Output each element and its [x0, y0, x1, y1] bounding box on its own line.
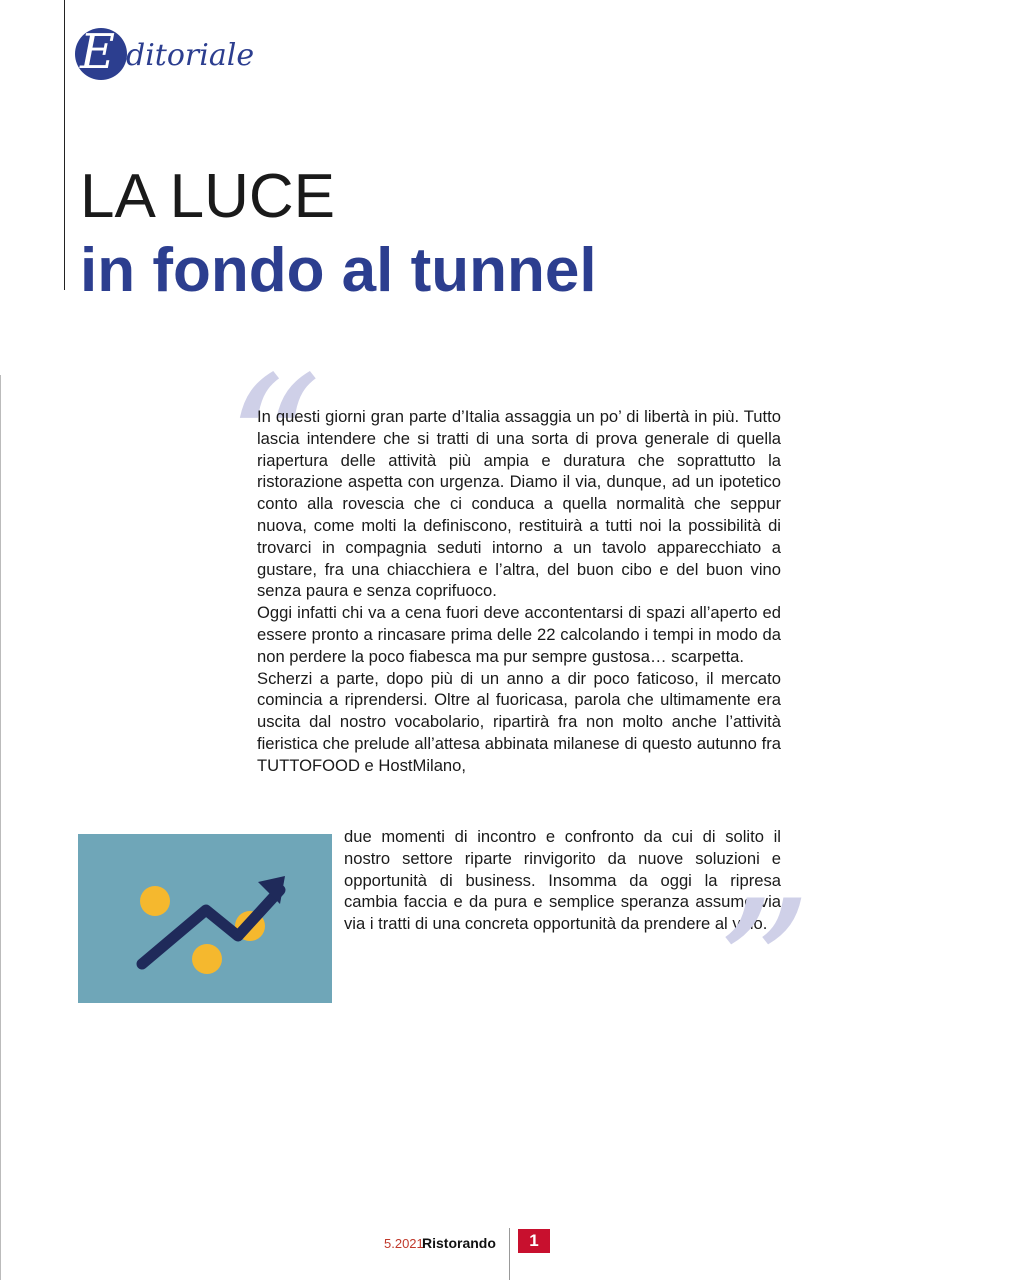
footer-divider: [509, 1228, 510, 1280]
opening-quote-mark: “: [225, 336, 323, 557]
article-paragraph-3-start: Scherzi a parte, dopo più di un anno a dir poco faticoso, il mercato comincia a riprendersi. Oltre al fuoricasa, parola che ultimamente era uscita dal nostro vocabolario, ripartirà fra non molto anche l’attività fieristica che prelude all’attesa abbinata milanese di questo autunno fra TUTTOFOOD e HostMilano,: [257, 668, 781, 775]
article-paragraph-3-end: due momenti di incontro e confronto da cui di solito il nostro settore riparte rinvigorito da nuove soluzioni e opportunità di business. Insomma da oggi la ripresa cambia faccia e da pura e semplice speranza assume via via i tratti di una concreta opportunità da prendere al volo.: [344, 827, 781, 934]
coin-3: [192, 944, 222, 974]
closing-quote-mark: ”: [715, 860, 813, 1081]
article-paragraph-2: Oggi infatti chi va a cena fuori deve accontentarsi di spazi all’aperto ed essere pronto a rincasare prima delle 22 calcolando i tempi in modo da non perdere la poco fiabesca ma pur sempre gustosa… scarpetta.: [257, 603, 781, 666]
article-body-top: [257, 406, 781, 777]
headline-line1: LA LUCE: [80, 162, 336, 231]
headline-line2: in fondo al tunnel: [80, 236, 597, 305]
left-page-edge: [0, 375, 1, 1280]
page-number-badge: 1: [518, 1229, 550, 1253]
article-paragraph-1: In questi giorni gran parte d’Italia assaggia un po’ di libertà in più. Tutto lascia intendere che si tratti di una sorta di prova generale di quella riapertura delle attività più ampia e duratura che soprattutto la ristorazione aspetta con urgenza. Diamo il via, dunque, ad un ipotetico conto alla rovescia che ci conduca a quella normalità che seppur nuova, come molti la definiscono, restituirà a tutti noi la possibilità di trovarci in compagnia seduti intorno a un tavolo apparecchiato a gustare, fra una chiacchiera e l’altra, del buon cibo e del buon vino senza paura e senza coprifuoco.: [257, 407, 781, 601]
footer-magazine-name: Ristorando: [422, 1235, 496, 1251]
section-label: ditoriale: [126, 38, 255, 73]
section-initial: E: [80, 24, 116, 80]
illustration-background: [78, 834, 332, 1003]
footer-issue-date: 5.2021: [384, 1236, 424, 1251]
coin-1: [140, 886, 170, 916]
growth-arrow-coins-icon: [78, 834, 332, 1003]
top-vertical-rule: [64, 0, 65, 290]
